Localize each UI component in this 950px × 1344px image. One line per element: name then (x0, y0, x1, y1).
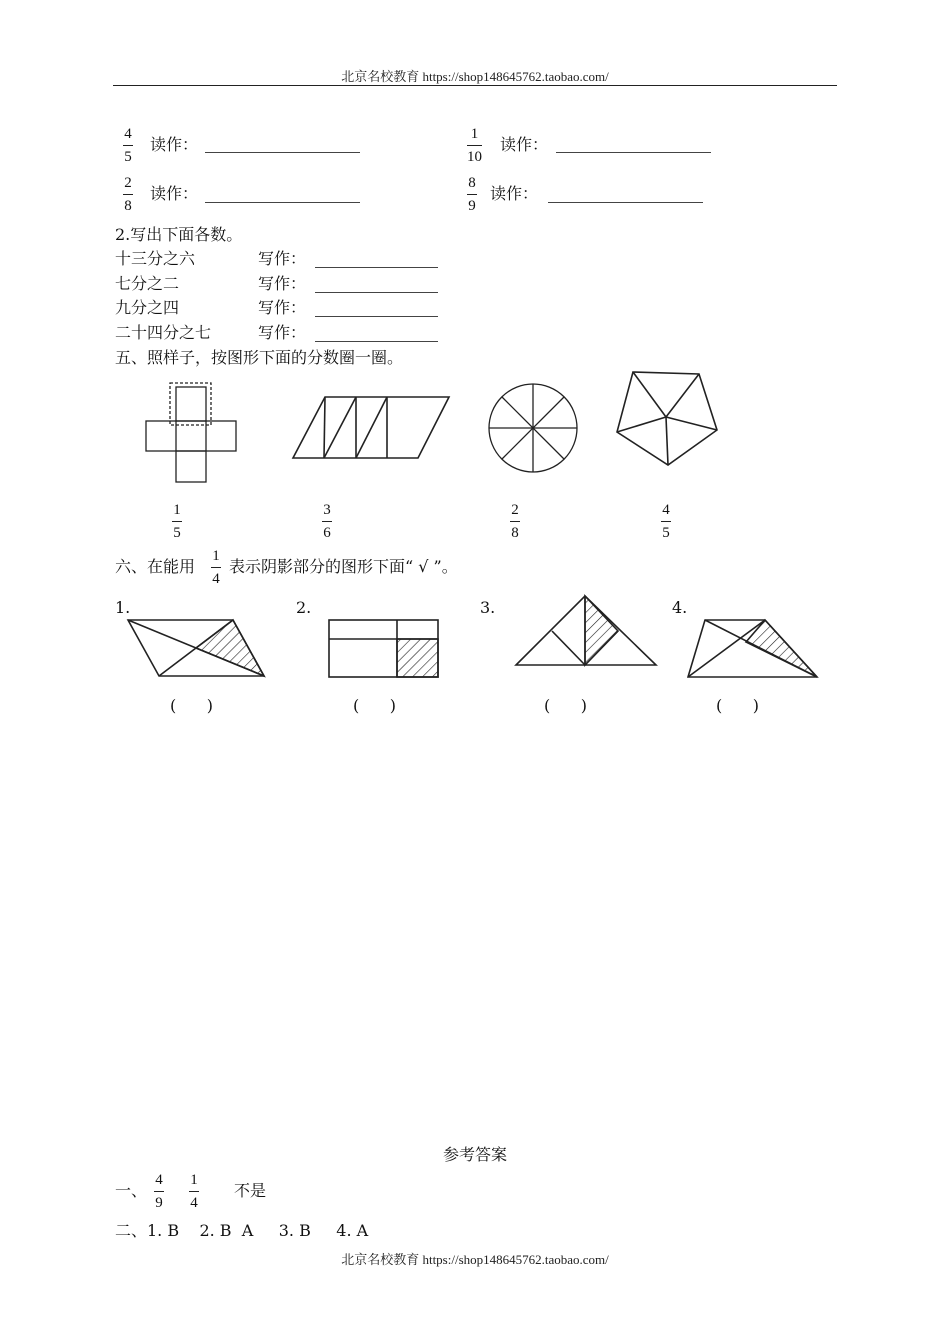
answers-line1-suffix: 不是 (234, 1181, 267, 1200)
fraction-bar (189, 1191, 199, 1192)
numerator: 3 (323, 502, 331, 518)
page-footer: 北京名校教育 https://shop148645762.taobao.com/ (341, 1252, 609, 1267)
answer-fraction-4-9 (154, 1171, 164, 1212)
read-label: 读作： (500, 135, 549, 154)
numerator: 2 (124, 175, 132, 191)
numerator: 1 (212, 548, 220, 564)
numerator: 8 (468, 175, 476, 191)
answer-fraction-1-4 (189, 1171, 199, 1212)
figure2-rectangle (329, 620, 438, 677)
write-item: 二十四分之七 (115, 323, 212, 342)
write-label: 写作： (258, 298, 307, 317)
read-label: 读作： (150, 184, 199, 203)
denominator: 4 (212, 571, 220, 587)
numerator: 1 (190, 1172, 198, 1188)
section5-title: 五、照样子，按图形下面的分数圈一圈。 (115, 348, 404, 367)
answer-parentheses[interactable]: ( ) (544, 696, 587, 715)
numerator: 1 (173, 502, 181, 518)
numerator: 4 (155, 1172, 163, 1188)
answers-line2: 二、1. B 2. B A 3. B 4. A (115, 1221, 369, 1240)
read-label: 读作： (150, 135, 199, 154)
figure3-triangle (516, 596, 656, 665)
answers-line1-prefix: 一、 (115, 1181, 148, 1200)
write-item: 七分之二 (115, 274, 180, 293)
denominator: 10 (467, 149, 482, 165)
page-header: 北京名校教育 https://shop148645762.taobao.com/ (341, 69, 609, 84)
numerator: 1 (470, 126, 479, 142)
write-label: 写作： (258, 249, 307, 268)
figure-number: 1. (115, 598, 131, 617)
denominator: 8 (511, 525, 519, 541)
fraction-bar (154, 1191, 164, 1192)
denominator: 5 (173, 525, 181, 541)
denominator: 4 (190, 1195, 198, 1211)
write-label: 写作： (258, 274, 307, 293)
read-label: 读作： (490, 184, 539, 203)
numerator: 4 (662, 502, 670, 518)
denominator: 6 (323, 525, 331, 541)
denominator: 5 (662, 525, 670, 541)
figure4-triangle (688, 620, 817, 677)
denominator: 5 (124, 149, 132, 165)
figure-number: 3. (480, 598, 496, 617)
section6-title-prefix: 六、在能用 (115, 557, 196, 576)
answers-title: 参考答案 (442, 1145, 507, 1164)
numerator: 4 (124, 126, 132, 142)
denominator: 9 (468, 198, 476, 214)
denominator: 9 (155, 1195, 163, 1211)
answer-parentheses[interactable]: ( ) (716, 696, 759, 715)
denominator: 8 (124, 198, 132, 214)
write-section-title: 2.写出下面各数。 (115, 225, 243, 244)
write-item: 九分之四 (115, 298, 180, 317)
write-label: 写作： (258, 323, 307, 342)
numerator: 2 (511, 502, 519, 518)
write-item: 十三分之六 (115, 249, 196, 268)
figure-number: 4. (672, 598, 688, 617)
figure-number: 2. (296, 598, 312, 617)
answer-parentheses[interactable]: ( ) (353, 696, 396, 715)
answer-parentheses[interactable]: ( ) (170, 696, 213, 715)
section6-title-suffix: 表示阴影部分的图形下面“ √ ”。 (229, 557, 458, 576)
figure1-parallelogram (128, 620, 264, 676)
